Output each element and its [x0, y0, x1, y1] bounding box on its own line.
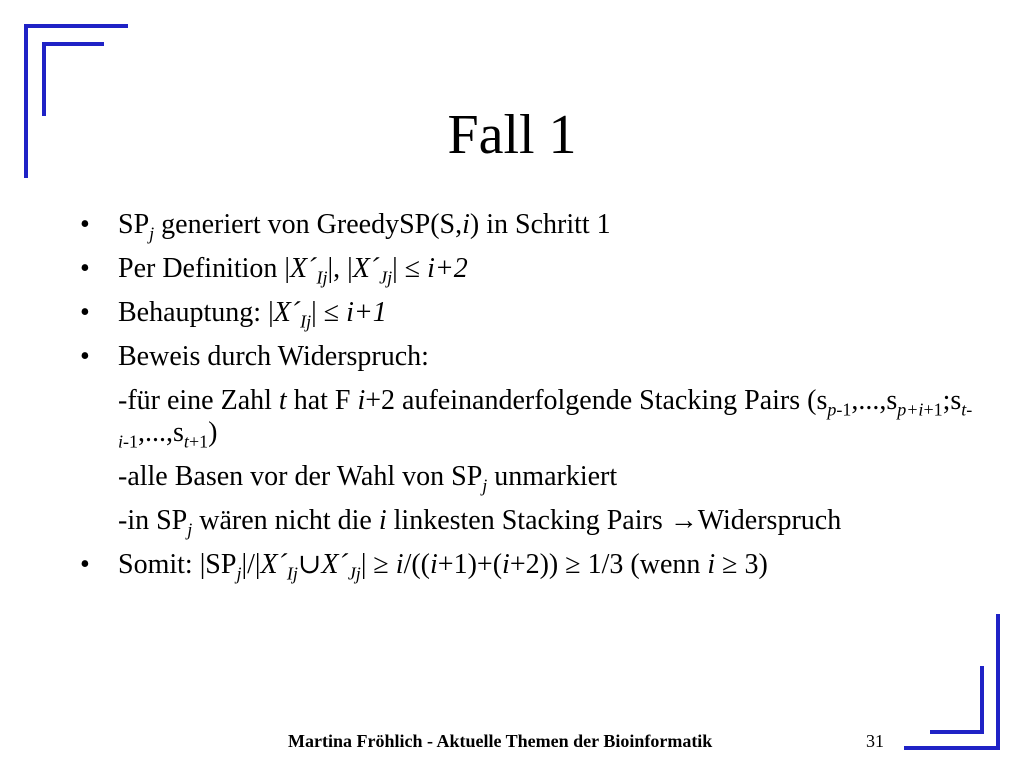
sub-item-2	[80, 461, 980, 496]
text: ,...,s	[138, 417, 184, 448]
bullet-item-1	[80, 209, 980, 244]
text: +2)) ≥ 1/3 (wenn	[509, 549, 708, 580]
subscript: Ij	[300, 311, 312, 332]
corner-bracket-top-left-inner-horizontal	[42, 42, 104, 46]
bullet-item-5	[80, 549, 980, 584]
subscript: t	[183, 431, 189, 452]
text: +1)+(	[437, 549, 503, 580]
math-var: i	[502, 549, 510, 580]
math-var: i	[378, 505, 387, 536]
text: )	[208, 417, 218, 448]
math-var: i	[430, 549, 438, 580]
subscript: p	[827, 399, 837, 420]
text: |, |	[327, 253, 353, 284]
text: Beweis durch Widerspruch:	[118, 341, 429, 372]
text: -in SP	[118, 505, 188, 536]
subscript: +1	[923, 399, 943, 420]
bullet-dot: •	[80, 341, 90, 372]
bullet-dot: •	[80, 297, 90, 328]
bullet-item-2	[80, 253, 980, 288]
math-var: X´	[352, 253, 380, 284]
math-var: i	[357, 385, 366, 416]
subscript: t-i	[118, 399, 973, 452]
subscript: -1	[836, 399, 852, 420]
bullet-dot: •	[80, 253, 90, 284]
text: Behauptung: |	[118, 297, 274, 328]
math-var: t	[278, 385, 287, 416]
bullet-dot: •	[80, 549, 90, 580]
text: SP	[118, 209, 150, 240]
text: Somit: |SP	[118, 549, 237, 580]
bullet-item-4	[80, 341, 980, 373]
text: hat F	[286, 385, 358, 416]
text: ,...,s	[851, 385, 898, 416]
subscript: +1	[188, 431, 209, 452]
bullet-dot: •	[80, 209, 90, 240]
text: +2 aufeinanderfolgende Stacking Pairs (s	[365, 385, 828, 416]
text: | ≤	[392, 253, 428, 284]
union-symbol: ∪	[297, 549, 322, 580]
text: Widerspruch	[697, 505, 842, 536]
subscript: p+i	[897, 399, 924, 420]
math-var: X´	[321, 549, 348, 580]
sub-item-1	[80, 385, 980, 452]
text: ) in Schritt 1	[469, 209, 611, 240]
text: Per Definition |	[118, 253, 291, 284]
math-var: i	[707, 549, 716, 580]
text: wären nicht die	[192, 505, 379, 536]
subscript: Jj	[379, 267, 393, 288]
corner-bracket-bottom-right-outer-horizontal	[904, 746, 1000, 750]
math-var: i	[395, 549, 404, 580]
text: -alle Basen vor der Wahl von SP	[118, 461, 483, 492]
text: /((	[403, 549, 431, 580]
slide-body	[80, 209, 980, 593]
math-var: i	[462, 209, 470, 240]
subscript: Ij	[316, 267, 328, 288]
text: ;s	[942, 385, 962, 416]
bullet-item-3	[80, 297, 980, 332]
corner-bracket-bottom-right-inner-horizontal	[930, 730, 984, 734]
page-number: 31	[866, 731, 884, 751]
slide-title: Fall 1	[447, 104, 577, 166]
text: linkesten Stacking Pairs	[386, 505, 670, 536]
text: |/|	[241, 549, 261, 580]
text: unmarkiert	[487, 461, 618, 492]
math-var: X´	[290, 253, 317, 284]
subscript: Jj	[347, 563, 361, 584]
corner-bracket-bottom-right-inner-vertical	[980, 666, 984, 734]
slide-footer: Martina Fröhlich - Aktuelle Themen der Bioinformatik	[288, 731, 713, 751]
subscript: -1	[123, 431, 139, 452]
math-var: X´	[273, 297, 301, 328]
corner-bracket-bottom-right-outer-vertical	[996, 614, 1000, 750]
sub-item-3	[80, 505, 980, 540]
text: -für eine Zahl	[118, 385, 279, 416]
text: generiert von GreedySP(S,	[154, 209, 463, 240]
math-var: X´	[260, 549, 287, 580]
corner-bracket-top-left-outer-horizontal	[24, 24, 128, 28]
subscript: j	[236, 563, 242, 584]
text: | ≥	[360, 549, 396, 580]
math-var: i+1	[346, 297, 387, 328]
math-var: i+2	[427, 253, 468, 284]
subscript: Ij	[286, 563, 298, 584]
subscript: j	[482, 475, 488, 496]
subscript: j	[187, 519, 193, 540]
arrow-right-icon: →	[669, 505, 698, 536]
text: ≥ 3)	[715, 549, 768, 580]
subscript: j	[149, 223, 155, 244]
text: | ≤	[311, 297, 347, 328]
